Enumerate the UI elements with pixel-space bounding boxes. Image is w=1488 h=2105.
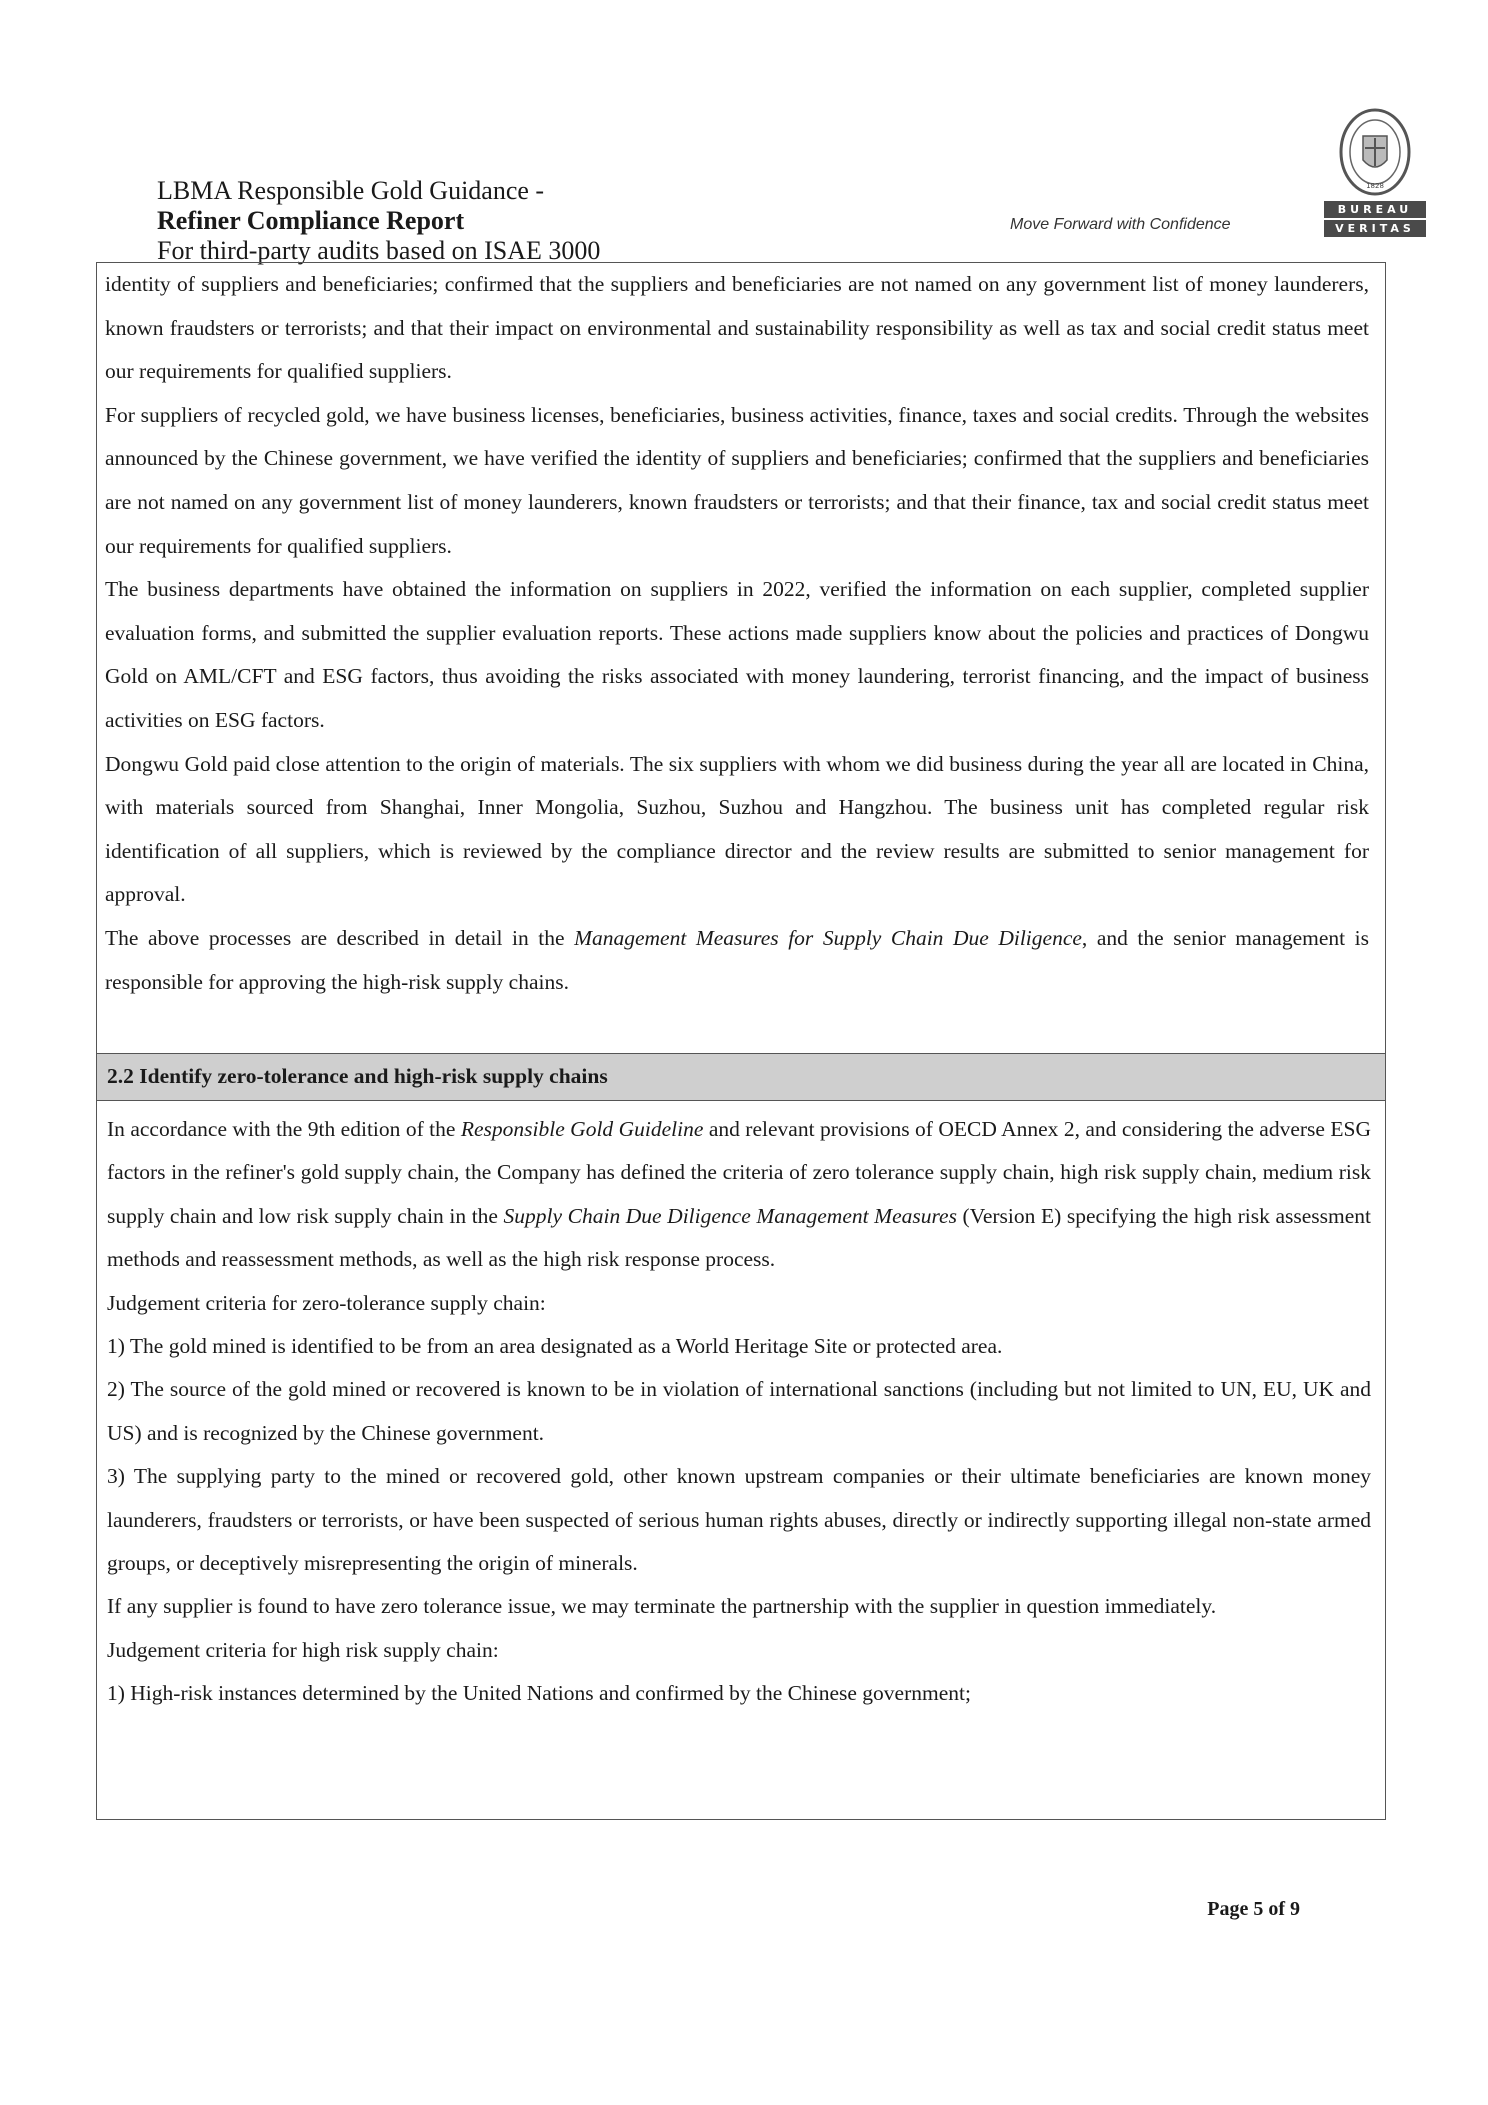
seal-year: 1828	[1366, 182, 1384, 190]
paragraph	[107, 1108, 1371, 1282]
paragraph: Dongwu Gold paid close attention to the origin of materials. The six suppliers with whom we did business during the year all are located in China, with materials sourced from Shanghai, Inner Mongolia, Suzhou, Suzhou and Hangzhou. The business unit has completed regular risk identification of all suppliers, which is reviewed by the compliance director and the review results are submitted to senior management for approval.	[105, 751, 1369, 907]
bureau-veritas-seal-icon	[1338, 108, 1412, 196]
list-item: 1) The gold mined is identified to be from an area designated as a World Heritage Site or protected area.	[107, 1334, 1003, 1359]
paragraph: The business departments have obtained the information on suppliers in 2022, verified the information on each supplier, completed supplier evaluation forms, and submitted the supplier evaluation reports. These actions made suppliers know about the policies and practices of Dongwu Gold on AML/CFT and ESG factors, thus avoiding the risks associated with money laundering, terrorist financing, and the impact of business activities on ESG factors.	[105, 577, 1369, 732]
header-title-line1: LBMA Responsible Gold Guidance -	[157, 176, 545, 205]
section-title: 2.2 Identify zero-tolerance and high-risk supply chains	[107, 1064, 608, 1088]
report-header	[157, 176, 777, 266]
section-zero-tolerance	[107, 1108, 1371, 1716]
list-item: 2) The source of the gold mined or recovered is known to be in violation of international sanctions (including but not limited to UN, EU, UK and US) and is recognized by the Chinese government.	[107, 1377, 1371, 1445]
text-run: , and the senior management is responsible for approving the high-risk supply chains.	[105, 925, 1369, 994]
paragraph: identity of suppliers and beneficiaries; confirmed that the suppliers and beneficiaries are not named on any government list of money launderers, known fraudsters or terrorists; and that their impact on environmental and sustainability responsibility as well as tax and social credit status meet our requirements for qualified suppliers.	[105, 272, 1369, 384]
logo-wordmark-bureau: BUREAU	[1324, 201, 1426, 218]
paragraph: For suppliers of recycled gold, we have business licenses, beneficiaries, business activities, finance, taxes and social credits. Through the websites announced by the Chinese government, we have verified the identity of suppliers and beneficiaries; confirmed that the suppliers and beneficiaries are not named on any government list of money launderers, known fraudsters or terrorists; and that their finance, tax and social credit status meet our requirements for qualified suppliers.	[105, 402, 1369, 558]
text-run: and relevant provisions of OECD Annex 2, and considering the adverse ESG factors in the refiner's gold supply chain, the Company has defined the criteria of zero tolerance supply chain, high risk supply chain, medium risk supply chain and low risk supply chain in the	[107, 1117, 1371, 1228]
section-supplier-verification	[105, 263, 1369, 1004]
document-title-italic: Responsible Gold Guideline	[460, 1117, 704, 1141]
header-title-line3: For third-party audits based on ISAE 3000	[157, 236, 601, 265]
page-number: Page 5 of 9	[1207, 1898, 1300, 1920]
header-title-line2: Refiner Compliance Report	[157, 206, 465, 235]
content-table	[96, 262, 1386, 1820]
bureau-veritas-logo	[1324, 108, 1426, 236]
paragraph: If any supplier is found to have zero tolerance issue, we may terminate the partnership with the supplier in question immediately.	[107, 1594, 1217, 1619]
paragraph: Judgement criteria for high risk supply chain:	[107, 1637, 499, 1662]
list-item: 1) High-risk instances determined by the United Nations and confirmed by the Chinese government;	[107, 1681, 971, 1706]
document-title-italic: Management Measures for Supply Chain Due Diligence	[574, 925, 1082, 950]
text-run: In accordance with the 9th edition of the	[107, 1117, 461, 1141]
list-item: 3) The supplying party to the mined or recovered gold, other known upstream companies or their ultimate beneficiaries are known money launderers, fraudsters or terrorists, or have been suspected of serious human rights abuses, directly or indirectly supporting illegal non-state armed groups, or deceptively misrepresenting the origin of minerals.	[107, 1464, 1371, 1576]
text-run: The above processes are described in detail in the	[105, 925, 575, 950]
section-header-row	[97, 1053, 1385, 1101]
header-tagline: Move Forward with Confidence	[1010, 216, 1231, 233]
paragraph: Judgement criteria for zero-tolerance supply chain:	[107, 1290, 546, 1315]
paragraph	[105, 917, 1369, 1004]
document-title-italic: Supply Chain Due Diligence Management Measures	[503, 1203, 957, 1228]
text-run: (Version E) specifying the high risk assessment methods and reassessment methods, as well as the high risk response process.	[107, 1203, 1371, 1272]
logo-wordmark-veritas: VERITAS	[1324, 220, 1426, 237]
